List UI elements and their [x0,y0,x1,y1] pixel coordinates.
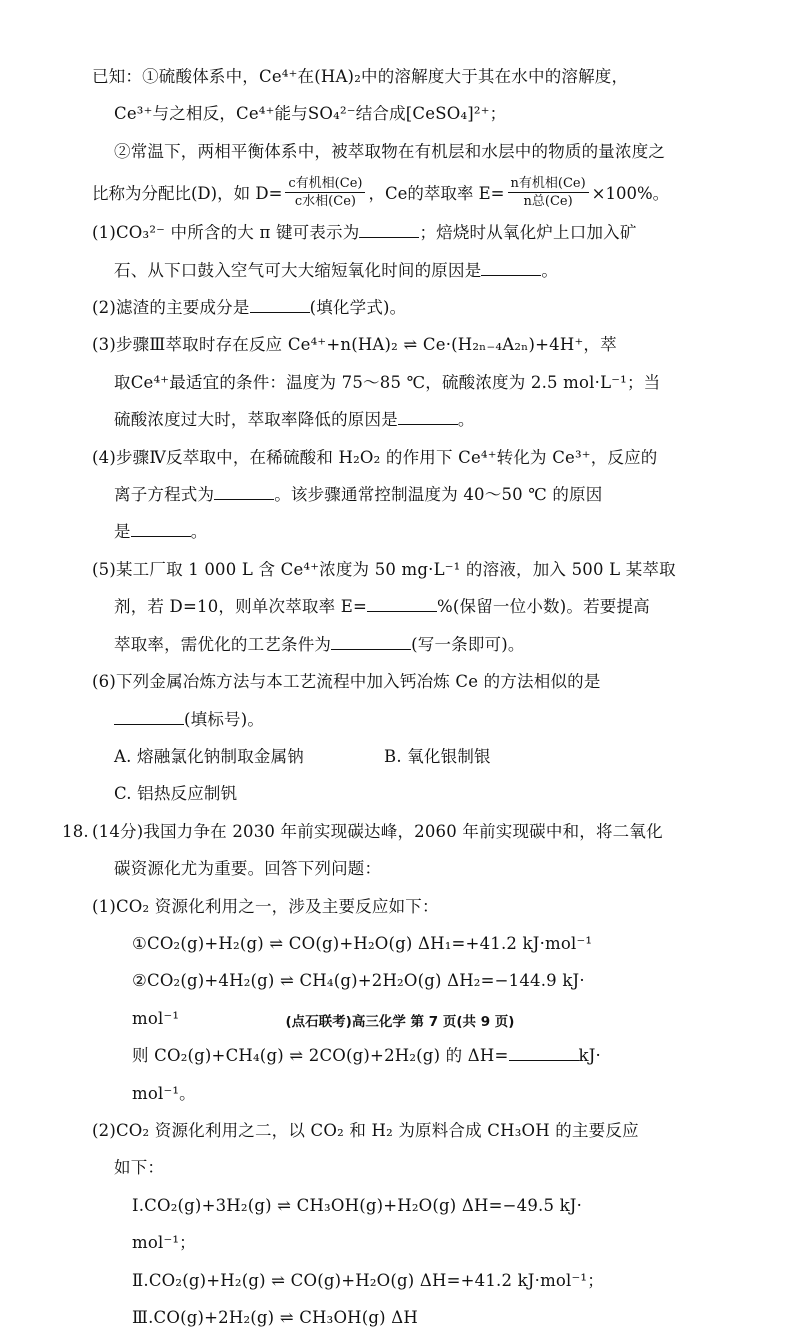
q18-line-1 [62,813,730,850]
q1-text-c: 石、从下口鼓入空气可大大缩短氧化时间的原因是 [114,260,482,280]
q4-line-3 [92,513,730,550]
q1-text-d: 。 [541,260,559,280]
answer-blank[interactable] [359,219,419,238]
q1-text-b: ；焙烧时从氧化炉上口加入矿 [419,223,637,243]
q5-text-c: %(保留一位小数)。若要提高 [437,597,650,617]
reaction-1: ①CO₂(g)+H₂(g) ⇌ CO(g)+H₂O(g) ΔH₁=+41.2 kJ·mol⁻¹ [132,933,593,953]
q5-line-3 [92,626,730,663]
page-footer: (点石联考)高三化学 第 7 页(共 9 页) [285,1014,515,1030]
answer-blank[interactable] [367,593,437,612]
q3-line-2: 取Ce⁴⁺最适宜的条件：温度为 75～85 ℃，硫酸浓度为 2.5 mol·L⁻¹；当 [114,372,661,392]
answer-blank[interactable] [509,1042,579,1061]
known-line-1: 已知：①硫酸体系中，Ce⁴⁺在(HA)₂中的溶解度大于其在水中的溶解度， [92,67,629,86]
q18-text-a: (14分)我国力争在 2030 年前实现碳达峰，2060 年前实现碳中和，将二氧化 [92,821,663,841]
q4-text-d: 是 [114,522,131,542]
q2-text-a: (2)滤渣的主要成分是 [92,298,250,318]
option-c: C. 铝热反应制钒 [114,784,238,804]
q3-line-1: (3)步骤Ⅲ萃取时存在反应 Ce⁴⁺+n(HA)₂ ⇌ Ce·(H₂ₙ₋₄A₂ₙ)+4H⁺，萃 [92,335,617,355]
extraction-rate-fraction [508,175,589,210]
option-a: A. 熔融氯化钠制取金属钠 [114,746,305,766]
known-line-4 [92,170,730,214]
q18-part1: (1)CO₂ 资源化利用之一，涉及主要反应如下： [92,896,439,916]
known-line-4-text-a: 比称为分配比(D)，如 D= [92,184,283,204]
q4-line-2 [92,476,730,513]
answer-blank[interactable] [481,257,541,276]
q5-text-e: (写一条即可)。 [411,634,525,654]
q5-text-b: 剂，若 D=10，则单次萃取率 E= [114,597,368,617]
q1-text-a: (1)CO₃²⁻ 中所含的大 π 键可表示为 [92,223,360,243]
q2-text-b: (填化学式)。 [309,298,407,318]
option-b: B. 氧化银制银 [384,746,491,766]
reaction-2: ②CO₂(g)+4H₂(g) ⇌ CH₄(g)+2H₂O(g) ΔH₂=−144.9 kJ· [132,971,585,991]
q1-line-1 [92,214,730,251]
q5-line-2 [92,588,730,625]
distribution-ratio-fraction [285,175,365,210]
answer-blank[interactable] [114,706,184,725]
frac1-numerator: c有机相(Ce) [285,175,365,193]
q4-line-1: (4)步骤Ⅳ反萃取中，在稀硫酸和 H₂O₂ 的作用下 Ce⁴⁺转化为 Ce³⁺，反应的 [92,447,658,467]
reaction-ii: Ⅱ.CO₂(g)+H₂(g) ⇌ CO(g)+H₂O(g) ΔH=+41.2 kJ·mol⁻¹； [132,1270,604,1290]
q6-line-2 [92,701,730,738]
reaction-i-unit: mol⁻¹； [132,1233,196,1253]
q6-option-c-row [92,775,730,812]
q18-part2-line-2: 如下： [114,1158,165,1178]
q3-text-c: 硫酸浓度过大时，萃取率降低的原因是 [114,410,398,430]
q6-text-b: (填标号)。 [184,709,265,729]
reaction-3 [92,1037,730,1074]
answer-blank[interactable] [214,481,274,500]
known-line-2: Ce³⁺与之相反，Ce⁴⁺能与SO₄²⁻结合成[CeSO₄]²⁺； [114,104,507,124]
q4-text-b: 离子方程式为 [114,485,215,505]
reaction-3-unit: kJ· [578,1046,601,1066]
q18-line-2: 碳资源化尤为重要。回答下列问题： [114,859,382,879]
q4-text-e: 。 [190,522,208,542]
answer-blank[interactable] [331,631,411,650]
frac2-numerator: n有机相(Ce) [508,175,589,193]
answer-blank[interactable] [398,406,458,425]
frac2-denominator: n总(Ce) [523,193,573,209]
question-number: 18. [62,821,89,841]
q5-line-1: (5)某工厂取 1 000 L 含 Ce⁴⁺浓度为 50 mg·L⁻¹ 的溶液，加入 500 L 某萃取 [92,559,676,579]
reaction-i: Ⅰ.CO₂(g)+3H₂(g) ⇌ CH₃OH(g)+H₂O(g) ΔH=−49.5 kJ· [132,1195,583,1215]
q3-line-3 [92,401,730,438]
q2-line [92,289,730,326]
q3-text-d: 。 [457,410,475,430]
reaction-3-unit-line: mol⁻¹。 [132,1083,196,1103]
answer-blank[interactable] [250,294,310,313]
known-line-3: ②常温下，两相平衡体系中，被萃取物在有机层和水层中的物质的量浓度之 [114,141,666,161]
answer-blank[interactable] [131,518,191,537]
q6-line-1: (6)下列金属冶炼方法与本工艺流程中加入钙冶炼 Ce 的方法相似的是 [92,672,601,692]
known-line-4-text-c: ×100%。 [591,184,670,204]
reaction-2-unit: mol⁻¹ [132,1008,180,1028]
known-line-4-text-b: ，Ce的萃取率 E= [368,184,505,204]
reaction-iii: Ⅲ.CO(g)+2H₂(g) ⇌ CH₃OH(g) ΔH [132,1308,418,1327]
frac1-denominator: c水相(Ce) [294,193,356,209]
q5-text-d: 萃取率，需优化的工艺条件为 [114,634,332,654]
q18-part2-line-1: (2)CO₂ 资源化利用之二，以 CO₂ 和 H₂ 为原料合成 CH₃OH 的主要反应 [92,1120,639,1140]
q6-options-row [92,738,730,775]
q1-line-2 [92,252,730,289]
reaction-3-text: 则 CO₂(g)+CH₄(g) ⇌ 2CO(g)+2H₂(g) 的 ΔH= [132,1046,509,1066]
q4-text-c: 。该步骤通常控制温度为 40～50 ℃ 的原因 [274,485,603,505]
